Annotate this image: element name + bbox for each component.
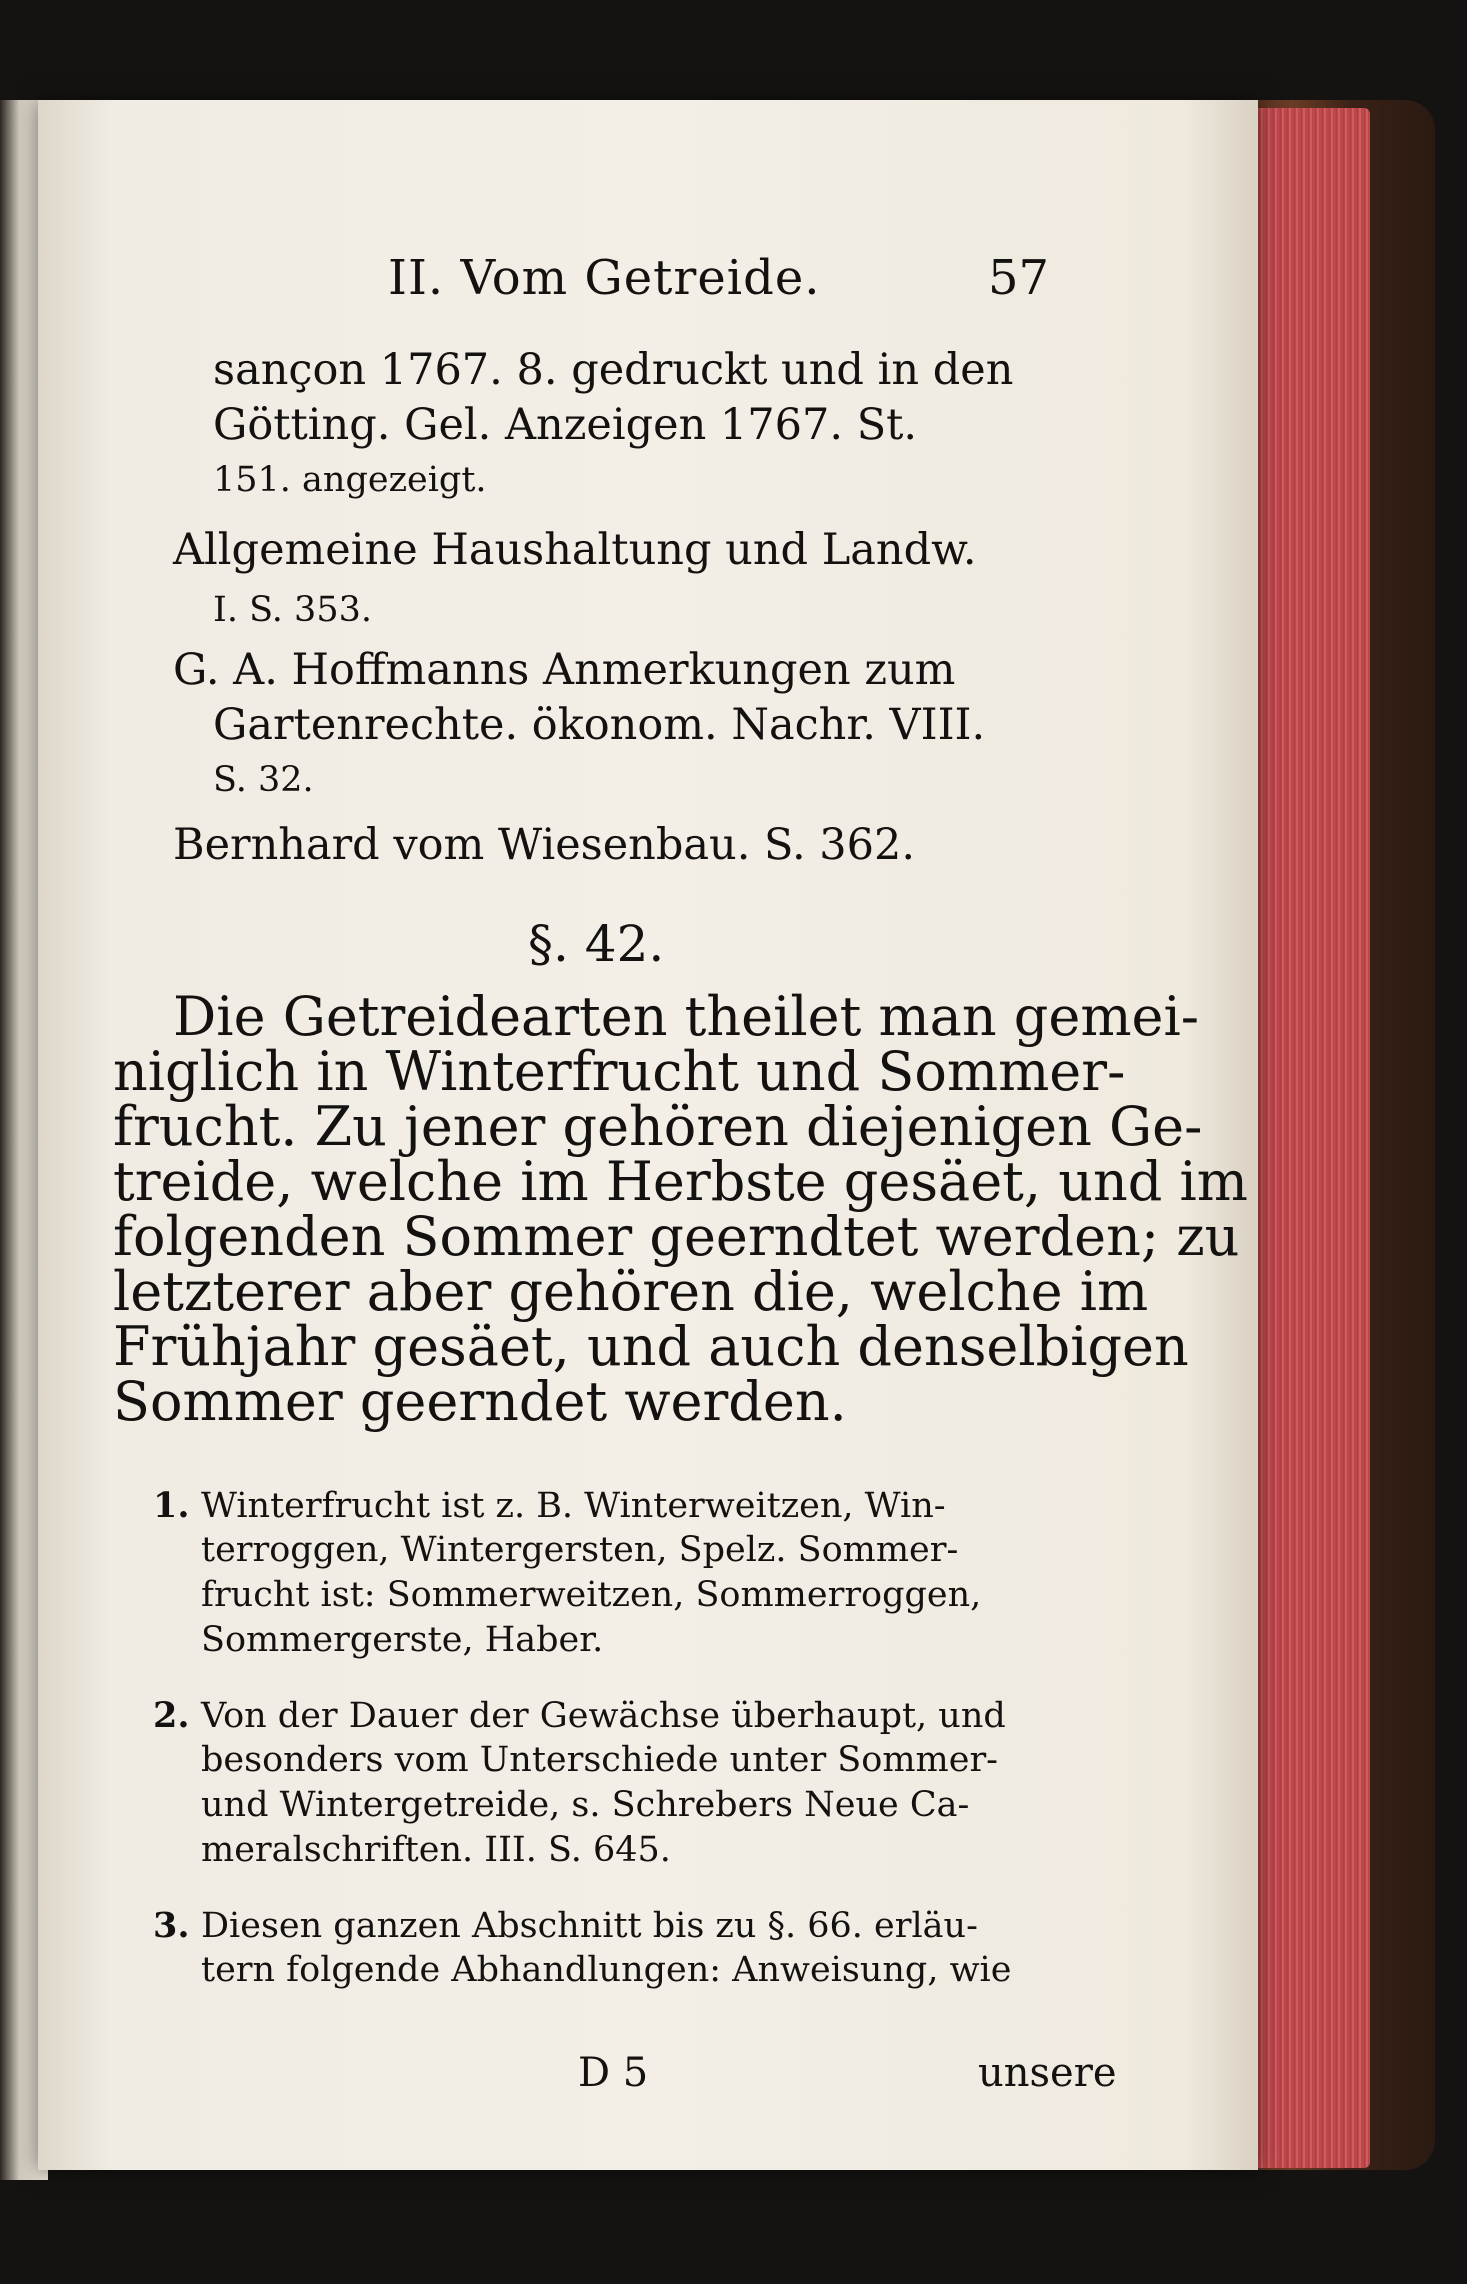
reference-line: 151. angezeigt. bbox=[213, 460, 487, 500]
reference-line: Bernhard vom Wiesenbau. S. 362. bbox=[173, 820, 916, 870]
book-page bbox=[38, 100, 1258, 2170]
reference-line: Gartenrechte. ökonom. Nachr. VIII. bbox=[213, 700, 986, 750]
note-number: 3. bbox=[153, 1905, 190, 1946]
note-line: terroggen, Wintergersten, Spelz. Sommer- bbox=[201, 1530, 959, 1570]
reference-line: sançon 1767. 8. gedruckt und in den bbox=[213, 345, 1014, 395]
note-2 bbox=[153, 1695, 1006, 1736]
page-header bbox=[98, 250, 1198, 330]
reference-line: S. 32. bbox=[213, 760, 314, 800]
note-3 bbox=[153, 1905, 978, 1946]
note-line: und Wintergetreide, s. Schrebers Neue Ca- bbox=[201, 1785, 970, 1825]
signature-mark: D 5 bbox=[578, 2050, 649, 2096]
note-line: meralschriften. III. S. 645. bbox=[201, 1830, 671, 1870]
note-line: Von der Dauer der Gewächse überhaupt, und bbox=[201, 1696, 1006, 1736]
catchword: unsere bbox=[978, 2050, 1117, 2096]
note-line: tern folgende Abhandlungen: Anweisung, wie bbox=[201, 1950, 1012, 1990]
note-number: 2. bbox=[153, 1695, 190, 1736]
body-line: frucht. Zu jener gehören diejenigen Ge- bbox=[113, 1095, 1203, 1158]
running-head: II. Vom Getreide. bbox=[388, 250, 821, 306]
note-line: Winterfrucht ist z. B. Winterweitzen, Win- bbox=[201, 1486, 946, 1526]
body-line: Frühjahr gesäet, und auch denselbigen bbox=[113, 1315, 1189, 1378]
section-title: §. 42. bbox=[528, 915, 665, 973]
page-footer bbox=[98, 2050, 1198, 2110]
body-line: niglich in Winterfrucht und Sommer- bbox=[113, 1040, 1126, 1103]
note-line: Diesen ganzen Abschnitt bis zu §. 66. erläu- bbox=[201, 1906, 978, 1946]
note-1 bbox=[153, 1485, 946, 1526]
note-line: Sommergerste, Haber. bbox=[201, 1620, 604, 1660]
page-number: 57 bbox=[988, 250, 1050, 306]
reference-line: I. S. 353. bbox=[213, 590, 372, 630]
note-line: frucht ist: Sommerweitzen, Sommerroggen, bbox=[201, 1575, 982, 1615]
body-line: letzterer aber gehören die, welche im bbox=[113, 1260, 1149, 1323]
reference-line: G. A. Hoffmanns Anmerkungen zum bbox=[173, 645, 956, 695]
body-line: folgenden Sommer geerndtet werden; zu bbox=[113, 1205, 1240, 1268]
body-line: Sommer geerndet werden. bbox=[113, 1370, 847, 1433]
reference-line: Allgemeine Haushaltung und Landw. bbox=[173, 525, 977, 575]
body-line: Die Getreidearten theilet man gemei- bbox=[173, 985, 1199, 1048]
body-line: treide, welche im Herbste gesäet, und im bbox=[113, 1150, 1248, 1213]
note-line: besonders vom Unterschiede unter Sommer- bbox=[201, 1740, 999, 1780]
reference-line: Götting. Gel. Anzeigen 1767. St. bbox=[213, 400, 918, 450]
note-number: 1. bbox=[153, 1485, 190, 1526]
